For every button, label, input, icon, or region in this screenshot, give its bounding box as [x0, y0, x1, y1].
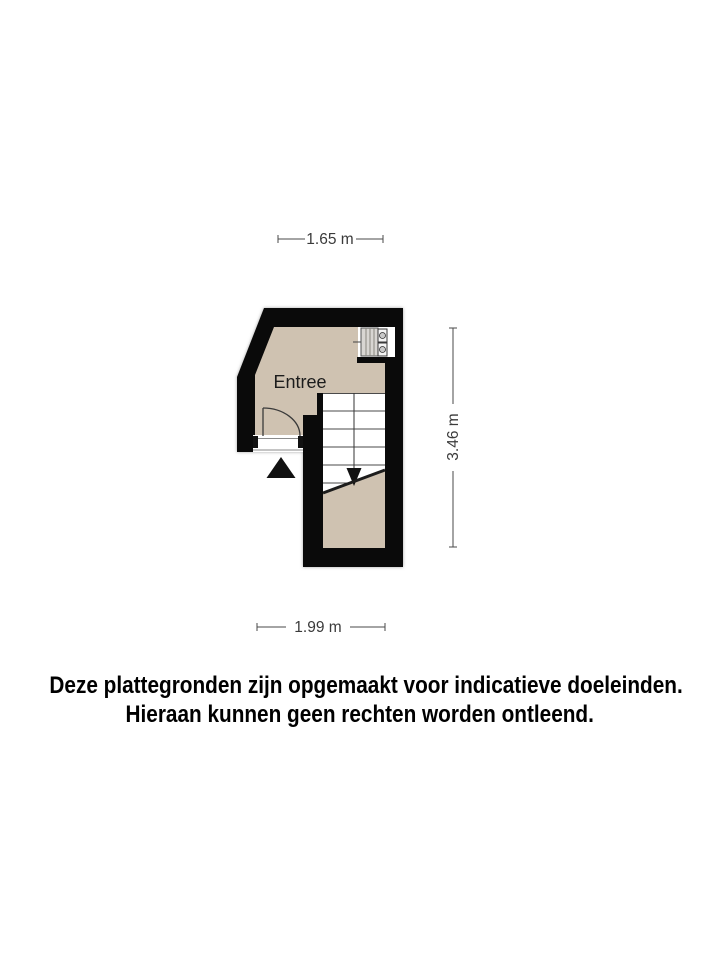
door-threshold — [253, 435, 303, 452]
room-label: Entree — [273, 372, 327, 392]
entrance-arrow-icon — [267, 457, 296, 478]
dimension-top-label: 1.65 m — [306, 231, 354, 248]
dimension-top — [278, 231, 383, 248]
dimension-right-label: 3.46 m — [445, 413, 462, 461]
dimension-bottom-label: 1.99 m — [294, 619, 342, 636]
floor-plan — [237, 308, 403, 567]
disclaimer-line-2: Hieraan kunnen geen rechten worden ontleend. — [125, 700, 595, 728]
disclaimer-line-1: Deze plattegronden zijn opgemaakt voor indicatieve doeleinden. — [49, 672, 683, 699]
dimension-bottom — [257, 619, 385, 636]
front-door-opening — [253, 435, 303, 452]
door-jamb-right — [298, 436, 303, 448]
interior-wall-thin — [317, 393, 323, 416]
closet-wall — [357, 357, 395, 363]
disclaimer — [0, 672, 720, 729]
interior-wall-thick — [303, 415, 323, 453]
utility-closet — [353, 327, 395, 363]
door-jamb-left — [253, 436, 258, 448]
dimension-right — [445, 328, 462, 547]
